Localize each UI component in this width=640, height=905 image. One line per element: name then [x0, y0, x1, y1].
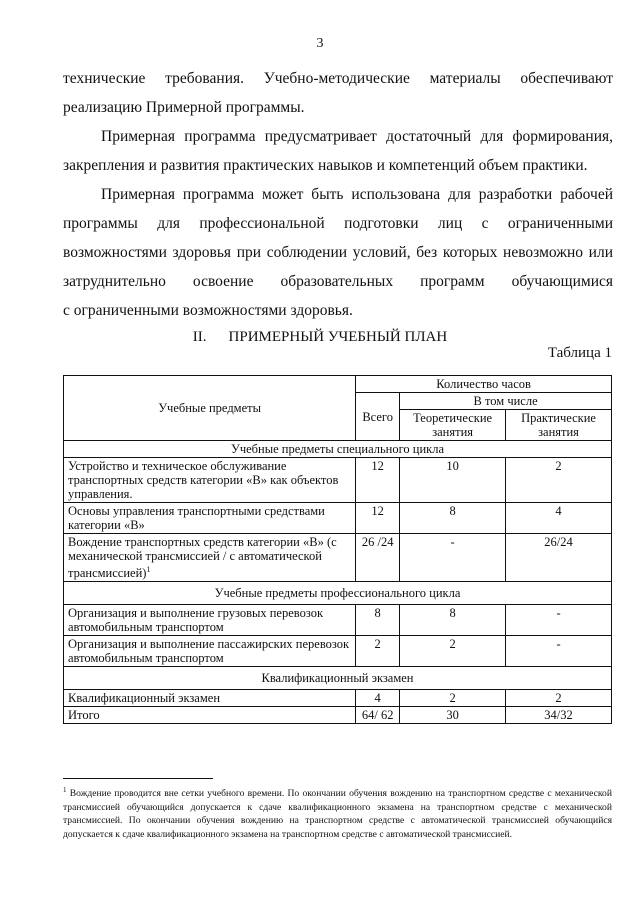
row-practice: -: [506, 636, 612, 667]
row-total: 4: [356, 690, 400, 707]
paragraph-line: программы для профессиональной подготовки лиц с ограниченными: [63, 215, 613, 232]
row-total: 12: [356, 458, 400, 503]
paragraph-line: технические требования. Учебно-методические материалы обеспечивают: [63, 70, 613, 87]
row-name: Организация и выполнение пассажирских перевозок автомобильным транспортом: [64, 636, 356, 667]
row-theory: 2: [400, 636, 506, 667]
row-practice: 26/24: [506, 534, 612, 582]
row-theory: -: [400, 534, 506, 582]
row-total: 12: [356, 503, 400, 534]
total-hours: 64/ 62: [356, 707, 400, 724]
paragraph-line: Примерная программа может быть использована для разработки рабочей: [101, 186, 613, 203]
total-practice: 34/32: [506, 707, 612, 724]
row-name: Вождение транспортных средств категории «В» (с механической трансмиссией / с автоматической трансмиссией): [68, 535, 337, 581]
table-row-total: [64, 707, 612, 724]
section-number: II.: [192, 329, 207, 345]
total-theory: 30: [400, 707, 506, 724]
row-theory: 8: [400, 605, 506, 636]
table-row: [64, 534, 612, 582]
paragraph-line: возможностями здоровья при соблюдении условий, без которых невозможно или: [63, 244, 613, 261]
row-practice: 4: [506, 503, 612, 534]
row-theory: 2: [400, 690, 506, 707]
footnote-mark: 1: [146, 565, 151, 574]
section-heading: [0, 329, 640, 346]
table-row: [64, 503, 612, 534]
table-row: [64, 690, 612, 707]
paragraph-3: [63, 180, 613, 325]
paragraph-line: затруднительно освоение образовательных программ обучающимися: [63, 273, 613, 290]
curriculum-table: [63, 375, 612, 724]
footnote: [63, 784, 612, 841]
header-practice: Практические занятия: [506, 410, 612, 441]
paragraph-2: [63, 122, 613, 180]
row-name: Квалификационный экзамен: [64, 690, 356, 707]
footnote-divider: [63, 778, 213, 779]
section-title: ПРИМЕРНЫЙ УЧЕБНЫЙ ПЛАН: [228, 329, 448, 345]
table-caption: Таблица 1: [547, 345, 612, 361]
table-row: [64, 605, 612, 636]
row-practice: 2: [506, 690, 612, 707]
paragraph-line: закрепления и развития практических навыков и компетенций объем практики.: [63, 157, 588, 174]
header-hours: Количество часов: [356, 376, 612, 393]
paragraph-line: с ограниченными возможностями здоровья.: [63, 302, 353, 319]
row-total: 2: [356, 636, 400, 667]
table-row: [64, 636, 612, 667]
header-subjects: Учебные предметы: [64, 376, 356, 441]
row-name-cell: [64, 534, 356, 582]
row-theory: 10: [400, 458, 506, 503]
header-total: Всего: [356, 393, 400, 441]
row-practice: 2: [506, 458, 612, 503]
section-row-special: Учебные предметы специального цикла: [64, 441, 612, 458]
table-row: [64, 458, 612, 503]
row-theory: 8: [400, 503, 506, 534]
row-total: 26 /24: [356, 534, 400, 582]
row-total: 8: [356, 605, 400, 636]
row-name: Основы управления транспортными средствами категории «В»: [64, 503, 356, 534]
header-theory: Теоретические занятия: [400, 410, 506, 441]
row-name: Устройство и техническое обслуживание транспортных средств категории «В» как объектов управления.: [64, 458, 356, 503]
header-including: В том числе: [400, 393, 612, 410]
total-label: Итого: [64, 707, 356, 724]
row-name: Организация и выполнение грузовых перевозок автомобильным транспортом: [64, 605, 356, 636]
footnote-number: 1: [63, 786, 67, 794]
paragraph-1: [63, 64, 613, 122]
page-number: 3: [316, 36, 324, 51]
row-practice: -: [506, 605, 612, 636]
paragraph-line: реализацию Примерной программы.: [63, 99, 305, 116]
section-row-professional: Учебные предметы профессионального цикла: [64, 582, 612, 605]
paragraph-line: Примерная программа предусматривает достаточный для формирования,: [101, 128, 613, 145]
footnote-text: Вождение проводится вне сетки учебного времени. По окончании обучения вождению на транспортном средстве с механической трансмиссией обучающийся допускается к сдаче квалификационного экзамена на транспортном средстве с механической трансмиссией. По окончании обучения вождению на транспортном средстве с автоматической трансмиссией обучающийся допускается к сдаче квалификационного экзамена на транспортном средстве с автоматической трансмиссией.: [63, 788, 612, 840]
section-row-exam: Квалификационный экзамен: [64, 667, 612, 690]
